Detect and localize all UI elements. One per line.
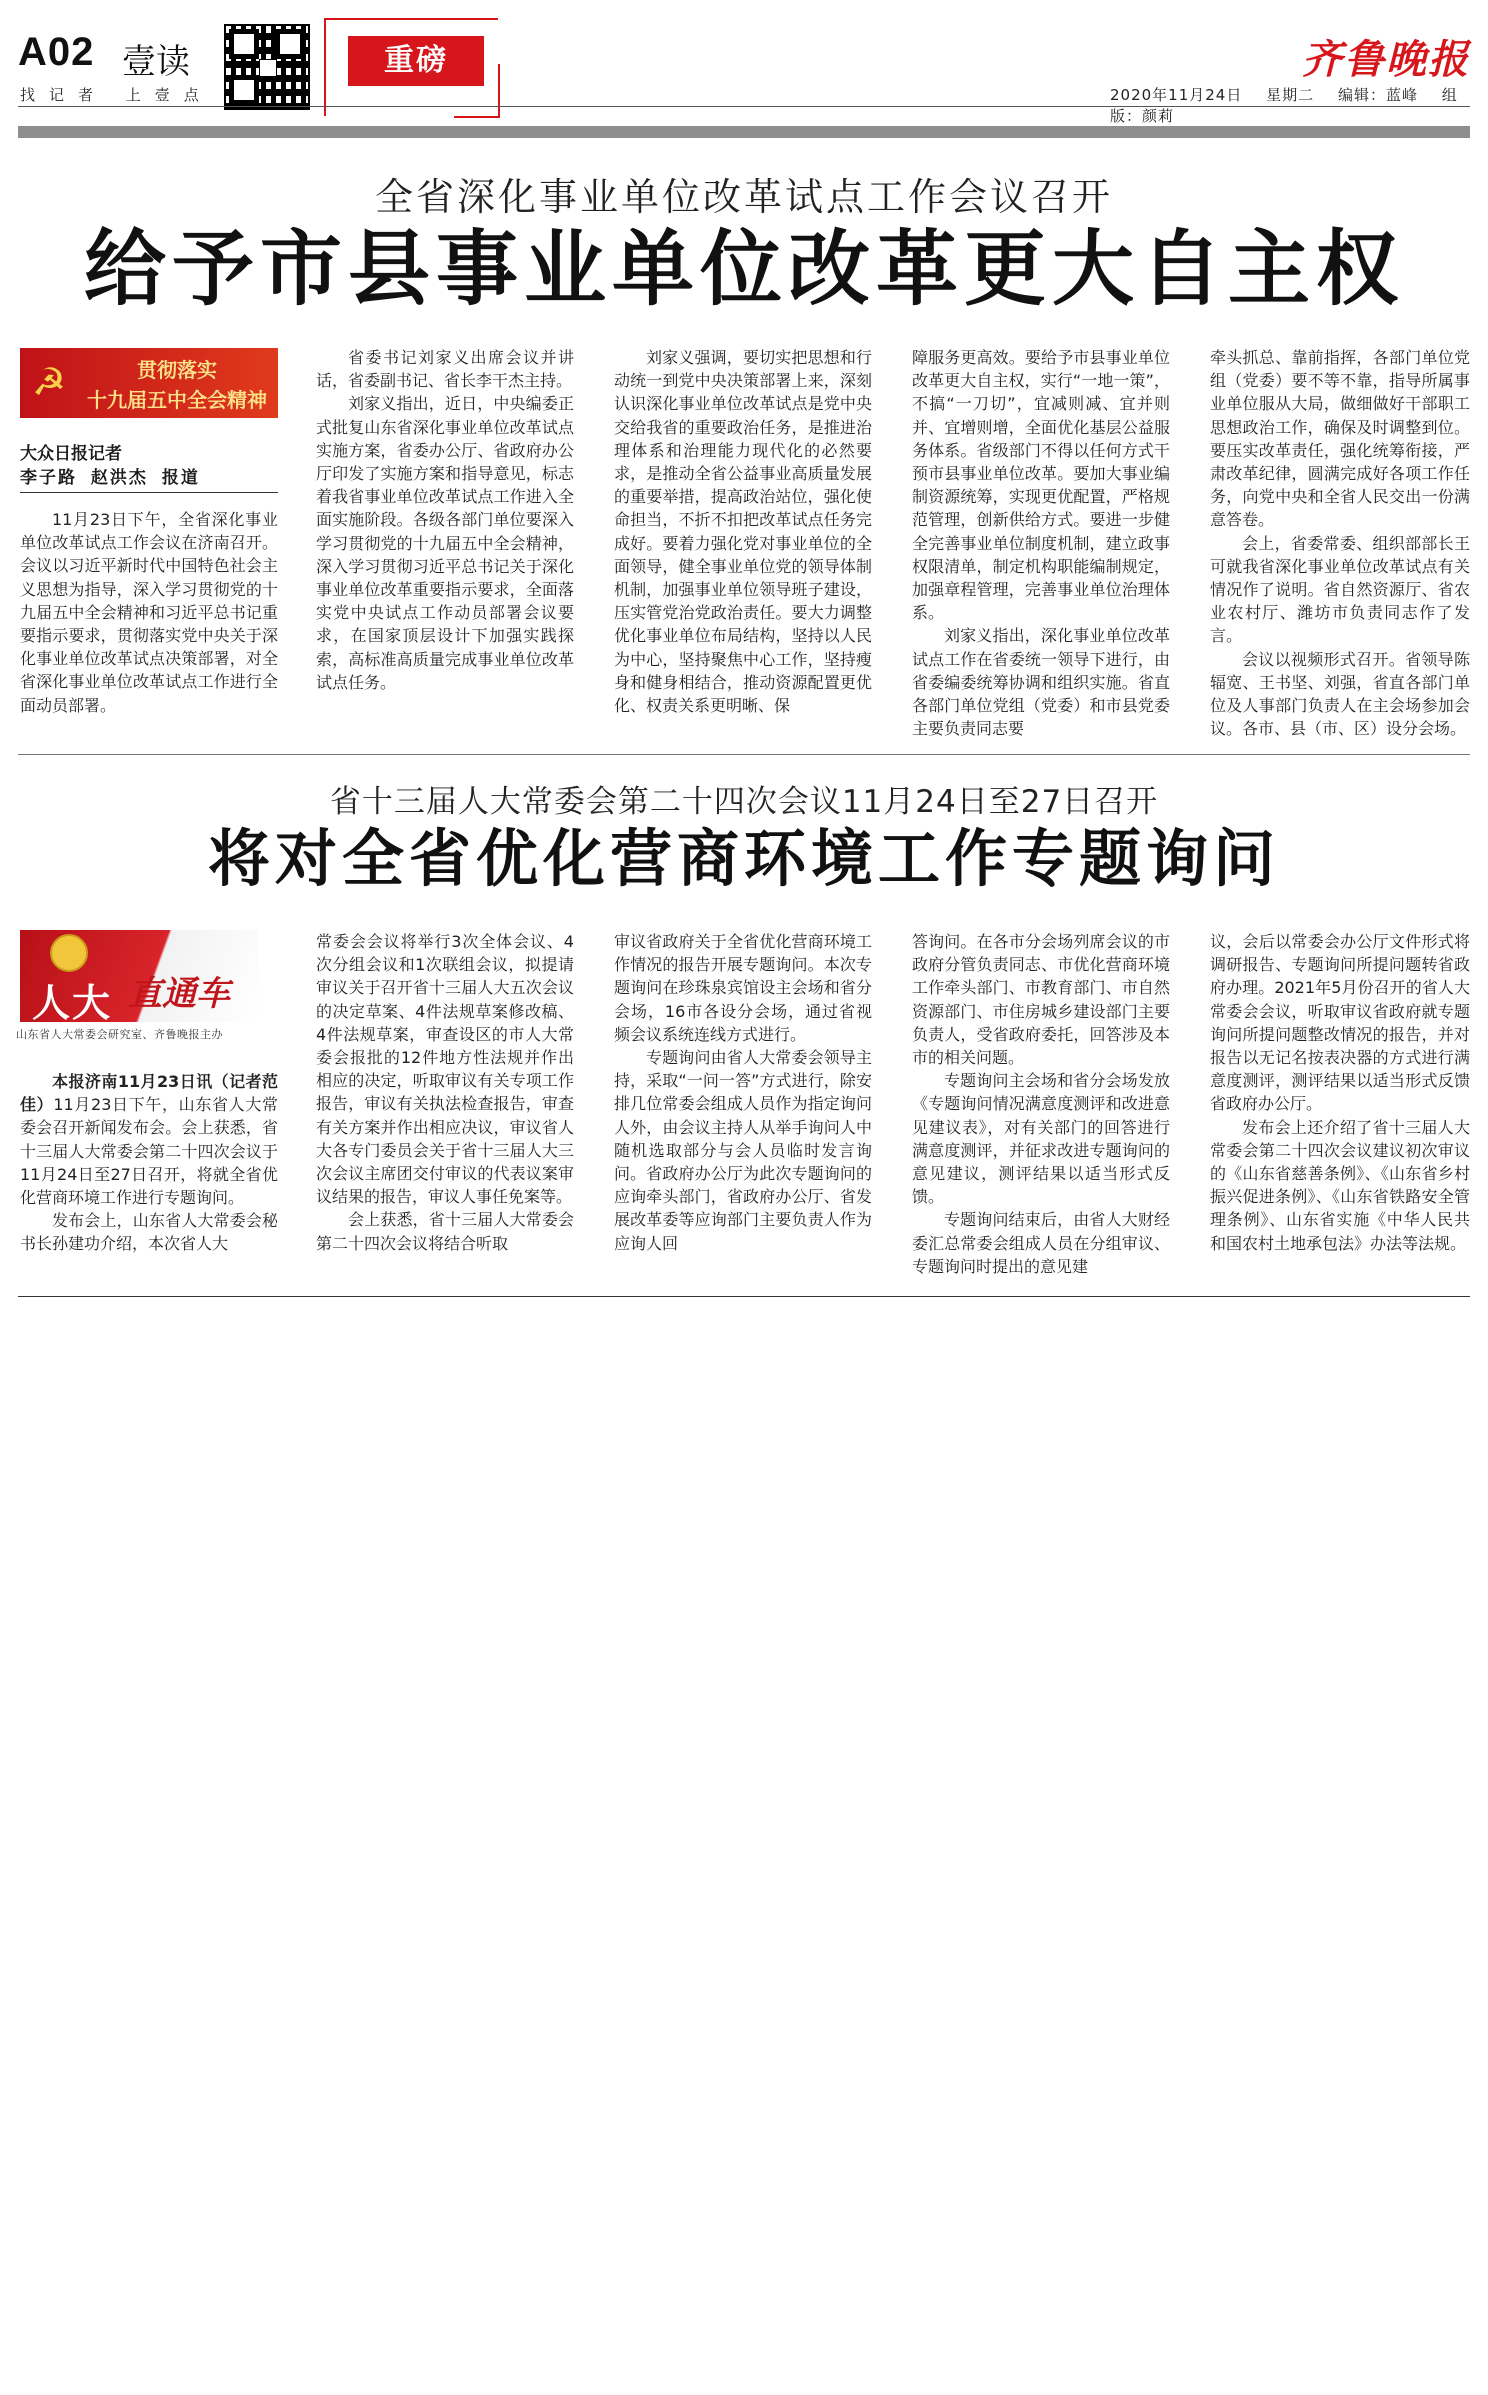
article2-paragraph: 答询问。在各市分会场列席会议的市政府分管负责同志、市优化营商环境工作牵头部门、市教育部门、市自然资源部门、市住房城乡建设部门主要负责人，受省政府委托，回答涉及本市的相关问题。 — [912, 932, 1170, 1068]
article2-column-1 — [20, 1070, 278, 1292]
article1-headline: 给予市县事业单位改革更大自主权 — [83, 222, 1404, 317]
issue-date: 2020年11月24日 — [1110, 86, 1243, 104]
article1-paragraph: 刘家义指出，近日，中央编委正式批复山东省深化事业单位改革试点实施方案，省委办公厅、省政府办公厅印发了实施方案和指导意见，标志着我省事业单位改革试点工作进入全面实施阶段。各级各部门单位要深入学习贯彻党的十九届五中全会精神，深入学习贯彻习近平总书记关于深化事业单位改革重要指示要求，全面落实党中央试点工作动员部署会议要求，在国家顶层设计下加强实践探索，高标准高质量完成事业单位改革试点任务。 — [316, 394, 574, 692]
article2-paragraph: 专题询问主会场和省分会场发放《专题询问情况满意度测评和改进意见建议表》，对有关部门的回答进行满意度测评，并征求改进专题询问的意见建议，测评结果以适当形式反馈。 — [912, 1071, 1170, 1207]
byline-org: 大众日报记者 — [20, 444, 122, 464]
masthead — [18, 24, 1470, 125]
article2-column-5 — [1210, 930, 1470, 1292]
article-divider — [18, 754, 1470, 755]
article2-column-3 — [614, 930, 872, 1292]
article2-kicker: 省十三届人大常委会第二十四次会议11月24日至27日召开 — [329, 784, 1159, 820]
article2-paragraph: 发布会上还介绍了省十三届人大常委会第二十四次会议建议初次审议的《山东省慈善条例》、《山东省乡村振兴促进条例》、《山东省铁路安全管理条例》、山东省实施《中华人民共和国农村土地承包法》办法等法规。 — [1210, 1117, 1470, 1253]
article1-paragraph: 刘家义强调，要切实把思想和行动统一到党中央决策部署上来，深刻认识深化事业单位改革试点是党中央交给我省的重要政治任务，是推进治理体系和治理能力现代化的必然要求，是推动全省公益事业高质量发展的重要举措，提高政治站位，强化使命担当，不折不扣把改革试点任务完成好。要着力强化党对事业单位的全面领导，健全事业单位党的领导体制机制，加强事业单位领导班子建设，压实管党治党政治责任。要大力调整优化事业单位布局结构，坚持以人民为中心，坚持聚焦中心工作，坚持瘦身和健身相结合，推动资源配置更优化、权责关系更明晰、保 — [614, 348, 872, 716]
badge-line2: 十九届五中全会精神 — [87, 388, 267, 412]
article1-paragraph: 会上，省委常委、组织部部长王可就我省深化事业单位改革试点有关情况作了说明。省自然资源厅、省农业农村厅、潍坊市负责同志作了发言。 — [1210, 533, 1470, 646]
article2-paragraph: 本报济南11月23日讯（记者范佳）11月23日下午，山东省人大常委会召开新闻发布会。会上获悉，省十三届人大常委会第二十四次会议于11月24日至27日召开，将就全省优化营商环境工作进行专题询问。 — [20, 1072, 278, 1208]
article1-kicker: 全省深化事业单位改革试点工作会议召开 — [374, 175, 1113, 219]
article2-paragraph: 发布会上，山东省人大常委会秘书长孙建功介绍，本次省人大 — [20, 1211, 278, 1254]
tagline: 找记者 上壹点 — [20, 86, 213, 104]
page-dateline — [1110, 84, 1470, 126]
article2-paragraph: 专题询问结束后，由省人大财经委汇总常委会组成人员在分组审议、专题询问时提出的意见建 — [912, 1210, 1170, 1276]
article2-paragraph: 常委会会议将举行3次全体会议、4次分组会议和1次联组会议，拟提请审议关于召开省十三届人大五次会议的决定草案、4件法规草案修改稿、4件法规草案，审查设区的市人大常委会报批的12件地方性法规并作出相应的决定，听取审议有关专项工作报告，审议有关执法检查报告，审查有关方案并作出相应决议，审议省人大各专门委员会关于省十三届人大三次会议主席团交付审议的代表议案审议结果的报告，审议人事任免案等。 — [316, 932, 574, 1207]
party-emblem-icon: ☭ — [32, 360, 67, 404]
newspaper-logo: 齐鲁晚报 — [1302, 36, 1470, 83]
badge-line1: 贯彻落实 — [137, 358, 217, 382]
article2-headline: 将对全省优化营商环境工作专题询问 — [207, 822, 1280, 895]
article2-column-4 — [912, 930, 1170, 1292]
byline-names: 李子路 赵洪杰 报道 — [20, 468, 200, 488]
byline — [20, 442, 278, 490]
article2-dateline: 本报济南11月23日讯（记者范佳） — [20, 1072, 278, 1115]
national-emblem-icon — [50, 934, 88, 972]
article1-column-3 — [614, 346, 872, 748]
article2-paragraph: 议，会后以常委会办公厅文件形式将调研报告、专题询问所提问题转省政府办理。2021年5月份召开的省人大常委会会议，听取审议省政府就专题询问所提问题整改情况的报告，并对报告以无记名按表决器的方式进行满意度测评，测评结果以适当形式反馈省政府办公厅。 — [1210, 932, 1470, 1114]
article1-paragraph: 省委书记刘家义出席会议并讲话，省委副书记、省长李干杰主持。 — [316, 348, 574, 391]
section-name: 壹读 — [122, 42, 190, 82]
article1-column-5 — [1210, 346, 1470, 748]
masthead-divider — [18, 106, 1470, 107]
npc-column-badge — [20, 930, 258, 1022]
editor-credit: 编辑：蓝峰 — [1337, 86, 1418, 104]
article1-paragraph: 牵头抓总、靠前指挥，各部门单位党组（党委）要不等不靠，指导所属事业单位服从大局，做细做好干部职工思想政治工作，确保及时调整到位。要压实改革责任，强化统筹衔接，严肃改革纪律，圆满完成好各项工作任务，向党中央和全省人民交出一份满意答卷。 — [1210, 348, 1470, 530]
header-gray-band — [18, 126, 1470, 138]
article1-column-1 — [20, 508, 278, 748]
article2-paragraph: 专题询问由省人大常委会领导主持，采取“一问一答”方式进行，除安排几位常委会组成人员作为指定询问人外，由会议主持人从举手询问人中随机选取部分与会人员临时发言询问。省政府办公厅为此次专题询问的应询牵头部门，省政府办公厅、省发展改革委等应询部门主要负责人作为应询人回 — [614, 1048, 872, 1253]
byline-divider — [20, 492, 278, 493]
section-tag: 重磅 — [348, 36, 484, 86]
theme-badge — [20, 348, 278, 418]
bottom-divider — [18, 1296, 1470, 1297]
badge-text-rd: 人大 — [32, 981, 113, 1022]
page-number: A02 — [18, 30, 95, 74]
badge-sponsor: 山东省人大常委会研究室、齐鲁晚报主办 — [16, 1028, 223, 1041]
article1-column-2 — [316, 346, 574, 748]
badge-text-ztc: 直通车 — [128, 974, 230, 1014]
issue-weekday: 星期二 — [1266, 86, 1315, 104]
article1-paragraph: 会议以视频形式召开。省领导陈辐宽、王书坚、刘强，省直各部门单位及人事部门负责人在主会场参加会议。各市、县（市、区）设分会场。 — [1210, 649, 1470, 739]
layout-credit: 组版：颜莉 — [1110, 86, 1458, 125]
article1-paragraph: 刘家义指出，深化事业单位改革试点工作在省委统一领导下进行，由省委编委统筹协调和组织实施。省直各部门单位党组（党委）和市县党委主要负责同志要 — [912, 626, 1170, 739]
article2-paragraph: 会上获悉，省十三届人大常委会第二十四次会议将结合听取 — [316, 1210, 574, 1253]
article1-column-4 — [912, 346, 1170, 748]
article1-paragraph: 障服务更高效。要给予市县事业单位改革更大自主权，实行“一地一策”，不搞“一刀切”，宜减则减、宜并则并、宜增则增，全面优化基层公益服务体系。省级部门不得以任何方式干预市县事业单位改革。要加大事业编制资源统筹，实现更优配置，严格规范管理，创新供给方式。要进一步健全完善事业单位制度机制，建立政事权限清单，制定机构职能编制规定，加强章程管理，完善事业单位治理体系。 — [912, 348, 1170, 623]
article1-paragraph: 11月23日下午，全省深化事业单位改革试点工作会议在济南召开。会议以习近平新时代中国特色社会主义思想为指导，深入学习贯彻党的十九届五中全会精神和习近平总书记重要指示要求，贯彻落实党中央关于深化事业单位改革试点决策部署，对全省深化事业单位改革试点工作进行全面动员部署。 — [20, 510, 278, 715]
qr-code-icon[interactable] — [224, 24, 310, 110]
article2-paragraph: 审议省政府关于全省优化营商环境工作情况的报告开展专题询问。本次专题询问在珍珠泉宾馆设主会场和省分会场，16市各设分会场，通过省视频会议系统连线方式进行。 — [614, 932, 872, 1044]
article2-column-2 — [316, 930, 574, 1292]
